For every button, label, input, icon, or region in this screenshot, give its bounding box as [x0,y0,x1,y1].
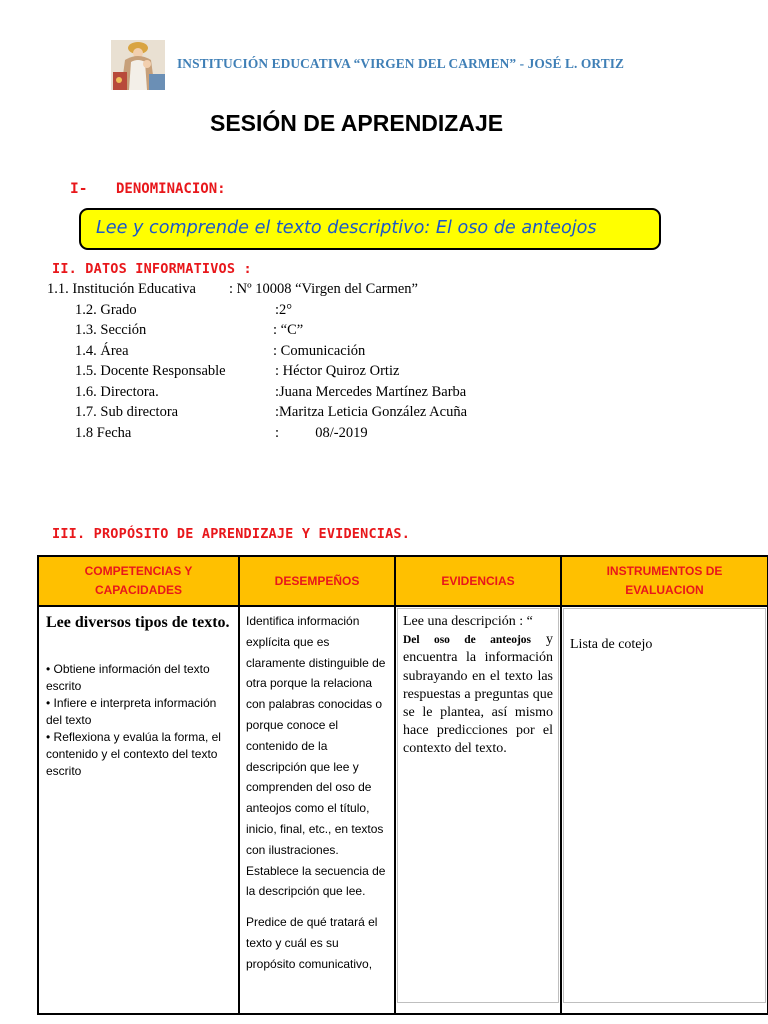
table-header-row [38,556,768,606]
section-3-heading: III. PROPÓSITO DE APRENDIZAJE Y EVIDENCIAS. [52,526,411,542]
header-competencias: COMPETENCIAS Y CAPACIDADES [38,556,239,606]
evidencia-rest: y encuentra la información subrayando en el texto las respuestas a preguntas que se le plantea, así mismo hace predicciones por el contexto del texto. [403,632,554,757]
logo-image [111,40,165,90]
header-instrumentos: INSTRUMENTOS DE EVALUACION [561,556,768,606]
denomination-text: Lee y comprende el texto descriptivo: El oso de anteojos [96,218,597,238]
header-desempenos: DESEMPEÑOS [239,556,395,606]
table-row [38,606,768,1014]
evidencia-text [397,608,559,1003]
capacidad-1: • Obtiene información del texto escrito [46,662,210,693]
header-evidencias: EVIDENCIAS [395,556,561,606]
denomination-box [79,208,661,250]
evidencia-intro: Lee una descripción : “ [403,614,533,629]
cell-competencias [38,606,239,1014]
evidencia-bold: Del oso de anteojos [403,634,532,647]
info-label-8: 1.8 Fecha [75,425,132,441]
cell-desempenos [239,606,395,1014]
info-label-2: 1.2. Grado [75,302,137,318]
competencia-title: Lee diversos tipos de texto. [46,614,230,631]
info-label-1: 1.1. Institución Educativa [47,281,196,297]
section-2-heading: II. DATOS INFORMATIVOS : [52,261,252,277]
evidence-table [37,555,768,1015]
section-1-label: DENOMINACION: [116,181,226,197]
info-value-2: :2° [275,302,293,318]
cell-evidencias [395,606,561,1014]
capacidad-2: • Infiere e interpreta información del texto [46,696,217,727]
info-label-4: 1.4. Área [75,343,129,359]
school-name: INSTITUCIÓN EDUCATIVA “VIRGEN DEL CARMEN” - JOSÉ L. ORTIZ [177,56,625,71]
info-value-6: :Juana Mercedes Martínez Barba [275,384,467,400]
info-value-5: : Héctor Quiroz Ortiz [275,363,400,379]
info-value-3: : “C” [273,322,304,338]
info-value-4: : Comunicación [273,343,366,359]
info-label-5: 1.5. Docente Responsable [75,363,226,379]
page-title: SESIÓN DE APRENDIZAJE [210,110,504,136]
desempeno-2: Predice de qué tratará el texto y cuál es su propósito comunicativo, [246,915,378,971]
desempeno-1: Identifica información explícita que es claramente distinguible de otra porque la relaciona con palabras conocidas o porque conoce el contenido de la descripción que lee y comprenden del oso de anteojos como el título, inicio, final, etc., en textos con ilustraciones. Establece la secuencia de la descripción que lee. [246,614,386,899]
info-label-6: 1.6. Directora. [75,384,159,400]
info-label-7: 1.7. Sub directora [75,404,179,420]
cell-instrumentos [561,606,768,1014]
capacidad-3: • Reflexiona y evalúa la forma, el contenido y el contexto del texto escrito [46,730,221,778]
info-label-3: 1.3. Sección [75,322,147,338]
section-1-number: I- [70,181,88,197]
info-value-7: :Maritza Leticia González Acuña [275,404,468,420]
info-value-8: : 08/-2019 [275,425,368,441]
virgin-image-icon [111,40,165,90]
instrumento-text: Lista de cotejo [563,608,766,1003]
info-value-1: : Nº 10008 “Virgen del Carmen” [229,281,418,297]
